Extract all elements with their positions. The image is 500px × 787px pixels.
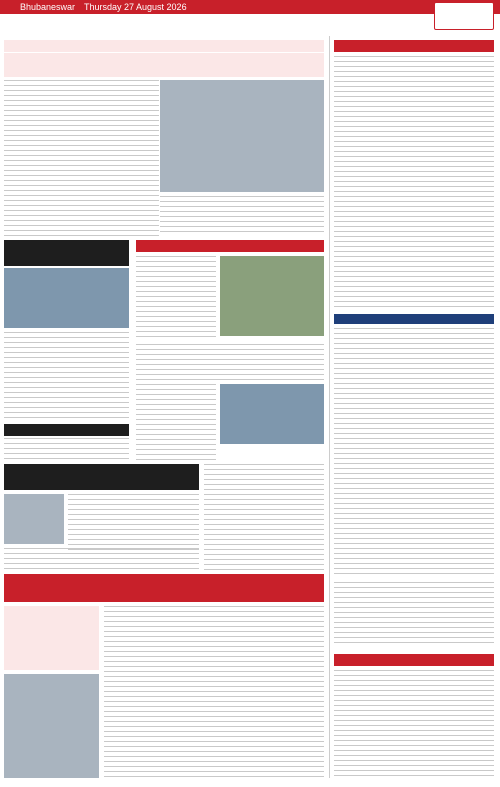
mid-section-text-2 <box>4 548 199 570</box>
right-column-text-2 <box>334 328 494 578</box>
right-column-text-4 <box>334 670 494 778</box>
side-story-text <box>204 464 324 570</box>
brief-headline <box>4 424 129 436</box>
sports-story-text <box>4 332 129 420</box>
bottom-highlight-box <box>4 606 99 670</box>
edition-date: Thursday 27 August 2026 <box>84 2 187 12</box>
lead-story-continued <box>160 196 324 236</box>
politics-photo <box>220 256 324 336</box>
lead-headline <box>4 53 324 77</box>
mid-section-headline <box>4 464 199 490</box>
sports-headline <box>4 240 129 266</box>
masthead-logo <box>434 2 494 30</box>
politics-story-text <box>136 256 216 340</box>
dam-photo <box>220 384 324 444</box>
dam-story-text <box>136 384 216 460</box>
mid-section-text <box>68 494 199 554</box>
politics-headline <box>136 240 324 252</box>
politics-story-continued <box>136 344 324 382</box>
header-bar <box>0 0 500 14</box>
bottom-headline <box>4 574 324 602</box>
bottom-photo <box>4 674 99 778</box>
kicker-band <box>4 40 324 52</box>
lead-story-text <box>4 80 159 236</box>
edition-city: Bhubaneswar <box>20 2 76 12</box>
sports-photo <box>4 268 129 328</box>
lead-story-photo <box>160 80 324 192</box>
right-column-text-1 <box>334 56 494 310</box>
right-section-header <box>334 314 494 324</box>
column-rule <box>329 36 330 778</box>
right-column-header <box>334 40 494 52</box>
mid-section-photo <box>4 494 64 544</box>
right-column-text-3 <box>334 582 494 644</box>
bottom-story-text <box>104 606 324 778</box>
brief-story-text <box>4 438 129 460</box>
right-bottom-header <box>334 654 494 666</box>
